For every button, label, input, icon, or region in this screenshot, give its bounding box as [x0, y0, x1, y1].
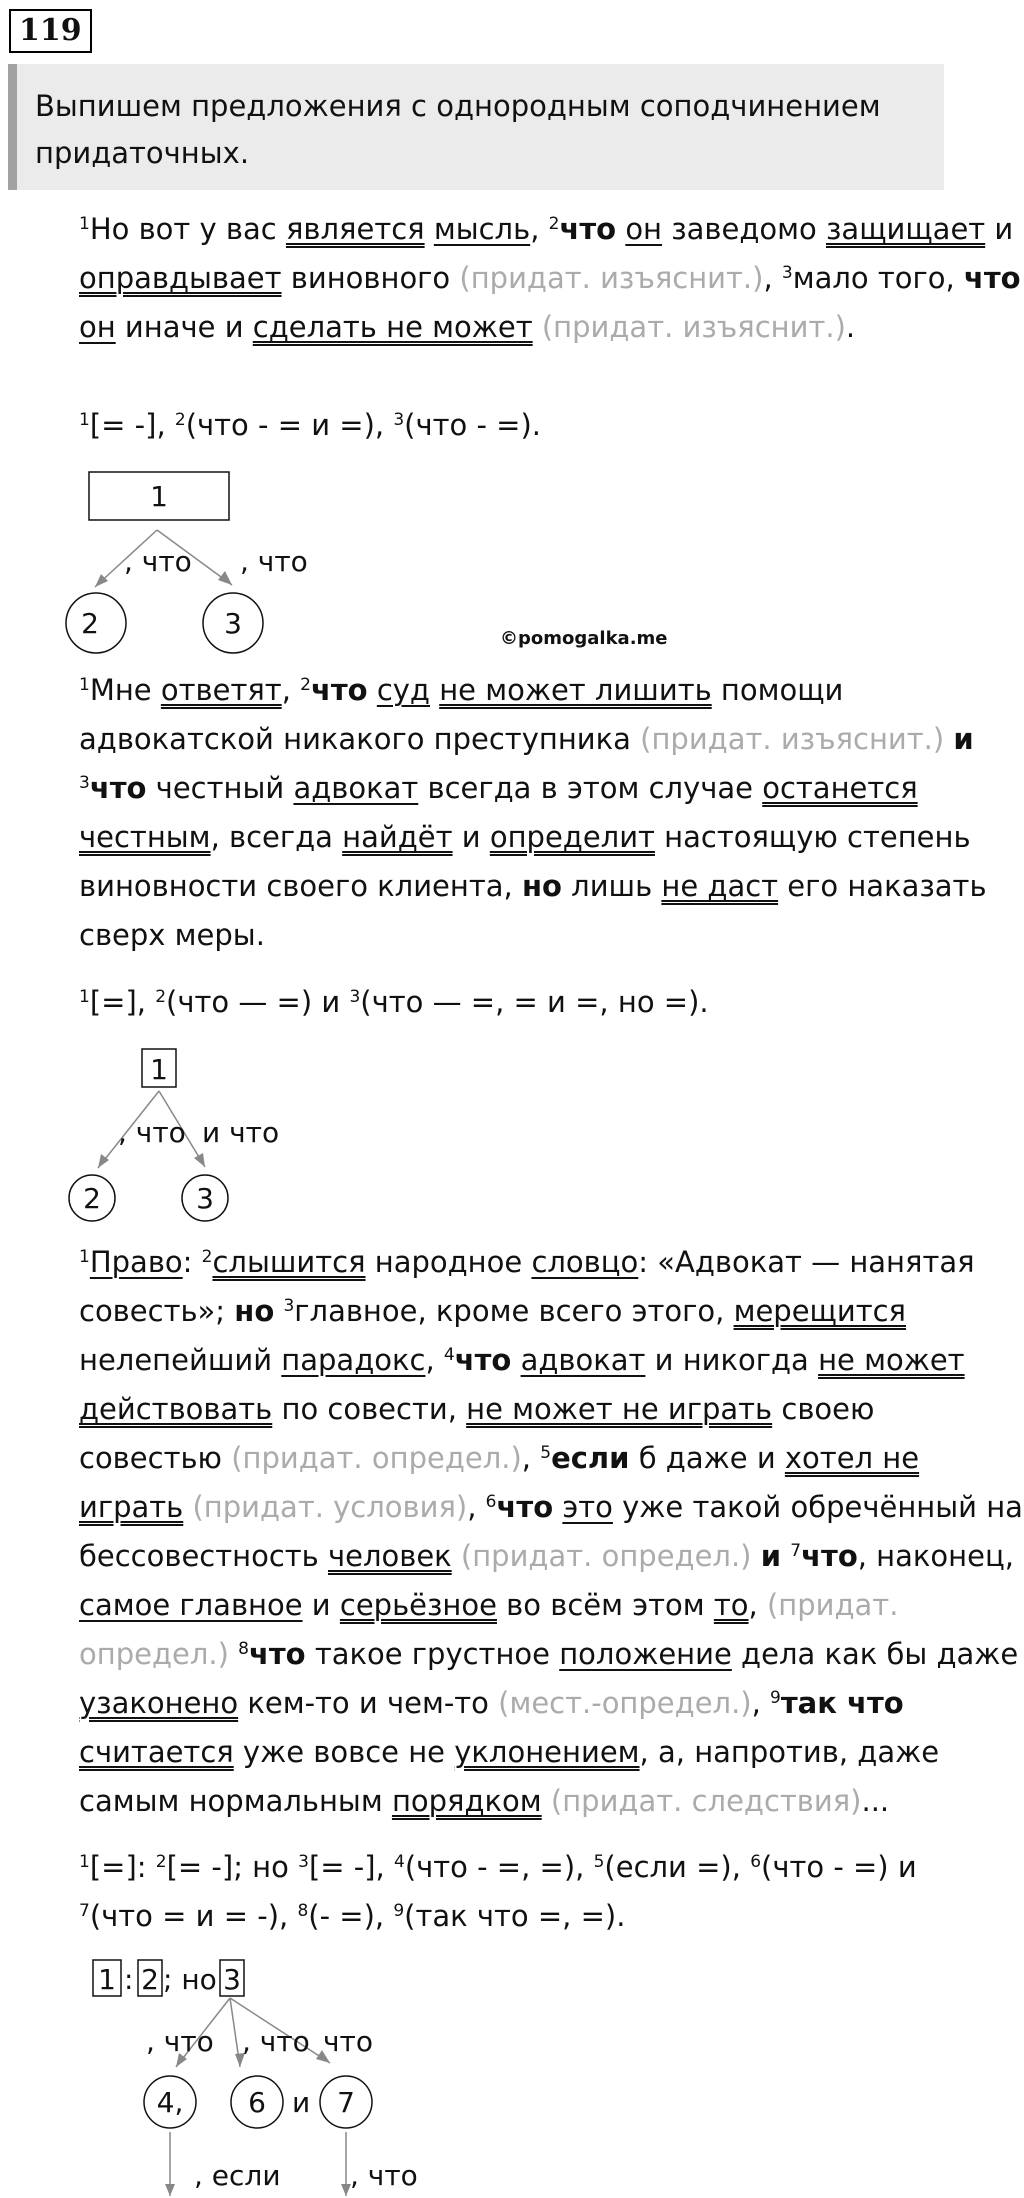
scheme3-b1: 1: [98, 1963, 116, 1996]
scheme-3: [0, 1950, 420, 2198]
scheme2-right-conj: и что: [202, 1116, 280, 1149]
scheme3-c4: 4,: [156, 2086, 184, 2119]
scheme2-c1: 2: [83, 1182, 101, 1215]
scheme2-c2: 3: [196, 1182, 214, 1215]
watermark: ©pomogalka.me: [500, 628, 668, 649]
scheme3-and: и: [292, 2086, 311, 2119]
scheme1-c2: 3: [224, 607, 242, 640]
scheme3-b3: 3: [223, 1963, 241, 1996]
sentence-2: $^1$Мне ответят, $^2$что суд не может лишить помощи адвокатской никакого преступника (придат. изъяснит.) и $^3$что честный адвокат всегда в этом случае останется честным, всегда найдёт и определит настоящую степень виновности своего клиента, но лишь не даст его наказать сверх меры.: [79, 673, 987, 952]
scheme3-c7: 7: [337, 2086, 355, 2119]
scheme3-sep1: :: [124, 1963, 134, 1996]
scheme3-conj-what: , что: [350, 2159, 418, 2192]
formula-2: $^1$[=], $^2$(что — =) и $^3$(что — =, = и =, но =).: [79, 985, 709, 1019]
instruction-callout: Выпишем предложения с однородным соподчинением придаточных.: [8, 64, 944, 190]
scheme3-c6: 6: [248, 2086, 266, 2119]
scheme1-left-conj: , что: [124, 545, 192, 578]
scheme3-conj1: , что: [146, 2025, 214, 2058]
scheme1-c1: 2: [81, 607, 99, 640]
formula-1: $^1$[= -], $^2$(что - = и =), $^3$(что - =).: [79, 408, 541, 442]
scheme-1: [0, 460, 400, 660]
scheme3-sep2: ; но: [163, 1963, 217, 1996]
sentence-1: $^1$Но вот у вас является мысль, $^2$что он заведомо защищает и оправдывает виновного (придат. изъяснит.), $^3$мало того, что он иначе и сделать не может (придат. изъяснит.).: [79, 212, 1021, 344]
scheme-2: [0, 1045, 400, 1235]
scheme3-conj2: , что: [242, 2025, 310, 2058]
scheme2-left-conj: , что: [118, 1116, 186, 1149]
scheme3-conj-if: , если: [194, 2159, 281, 2192]
scheme3-b2: 2: [141, 1963, 159, 1996]
task-number: 119: [9, 9, 92, 53]
scheme1-right-conj: , что: [240, 545, 308, 578]
scheme2-main: 1: [150, 1053, 168, 1086]
scheme3-conj3: что: [323, 2025, 373, 2058]
sentence-3: $^1$Право: $^2$слышится народное словцо: «Адвокат — нанятая совесть»; но $^3$главное, кроме всего этого, мерещится нелепейший парадокс, $^4$что адвокат и никогда не может действовать по совести, не может не играть своею совестью (придат. определ.), $^5$если б даже и хотел не играть (придат. условия), $^6$что это уже такой обречённый на бессовестность человек (придат. определ.) и $^7$что, наконец, самое главное и серьёзное во всём этом то, (придат. определ.) $^8$что такое грустное положение дела как бы даже узаконено кем-то и чем-то (мест.-определ.), $^9$так что считается уже вовсе не уклонением, а, напротив, даже самым нормальным порядком (придат. следствия)...: [79, 1245, 1023, 1818]
scheme1-main: 1: [150, 480, 168, 513]
formula-3: $^1$[=]: $^2$[= -]; но $^3$[= -], $^4$(что - =, =), $^5$(если =), $^6$(что - =) и $^7$(что = и = -), $^8$(- =), $^9$(так что =, =).: [79, 1850, 917, 1933]
